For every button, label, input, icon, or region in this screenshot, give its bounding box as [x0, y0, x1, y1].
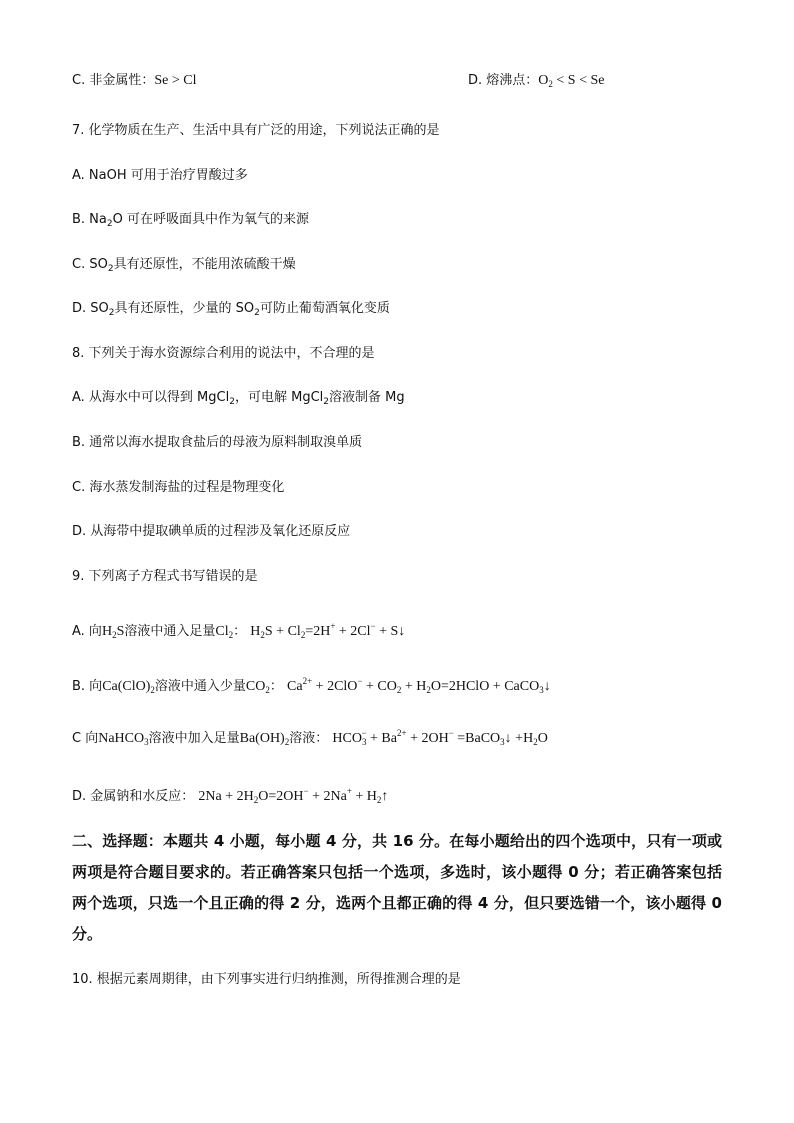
q7-option-d: D. $SO_2$具有还原性，少量的 $SO_2$可防止葡萄酒氧化变质 — [72, 301, 390, 318]
q8-option-d: D. 从海带中提取碘单质的过程涉及氧化还原反应 — [72, 524, 351, 539]
q6-option-c — [72, 72, 605, 90]
q9-option-c-equation: $HCO_3^- + Ba^{2+} + 2OH^-$ =BaCO$_3$↓ $+H_2O$ — [332, 728, 548, 747]
q6-option-c-label: C. 非金属性： — [72, 73, 155, 88]
q6-option-d-expr: $O_2 < S < Se$ — [538, 73, 605, 89]
q8-option-b: B. 通常以海水提取食盐后的母液为原料制取溴单质 — [72, 435, 363, 450]
q10-stem: 10. 根据元素周期律，由下列事实进行归纳推测，所得推测合理的是 — [72, 972, 461, 987]
q9-option-d: D. 金属钠和水反应： $2Na + 2H_2O=2OH^- + 2Na^+$ + $H_2↑$ — [72, 786, 389, 805]
q9-option-b-equation: $Ca^{2+} + 2ClO^- + CO_2$ + $H_2O=2HClO$ + CaCO$_3$↓ — [287, 676, 551, 695]
q6-option-d — [468, 72, 604, 93]
q8-stem: 8. 下列关于海水资源综合利用的说法中，不合理的是 — [72, 346, 375, 361]
q7-option-a: A. NaOH 可用于治疗胃酸过多 — [72, 168, 248, 183]
q7-stem: 7. 化学物质在生产、生活中具有广泛的用途，下列说法正确的是 — [72, 123, 440, 138]
q9-option-a-equation: $H_2S + Cl_2=2H^+ + 2Cl^-$ + S↓ — [250, 621, 406, 640]
section-2-instructions: 二、选择题：本题共 4 小题，每小题 4 分，共 16 分。在每小题给出的四个选项中，只有一项或两项是符合题目要求的。若正确答案只包括一个选项，多选时，该小题得 0 分；若正确答案包括两个选项，只选一个且正确的得 2 分，选两个且都正确的得 4 分，但只要选错一个，该小题得 0 分。 — [72, 832, 722, 943]
q7-option-b: B. $Na_2O$ 可在呼吸面具中作为氧气的来源 — [72, 212, 309, 229]
q8-option-c: C. 海水蒸发制海盐的过程是物理变化 — [72, 480, 285, 495]
q6-option-d-label: D. 熔沸点： — [468, 73, 539, 88]
q7-option-c: C. $SO_2$具有还原性，不能用浓硫酸干燥 — [72, 257, 296, 274]
q9-option-a: A. 向$H_2S$溶液中通入足量$Cl_2$： $H_2S + Cl_2=2H^+ + 2Cl^-$ + S↓ — [72, 621, 406, 640]
q9-option-b: B. 向$Ca(ClO)_2$溶液中通入少量$CO_2$： $Ca^{2+} + 2ClO^- + CO_2$ + $H_2O=2HClO$ + CaCO$_3$↓ — [72, 676, 551, 695]
q8-option-a: A. 从海水中可以得到 MgCl$_2$，可电解 MgCl$_2$溶液制备 Mg — [72, 390, 405, 407]
q9-option-d-equation: $2Na + 2H_2O=2OH^- + 2Na^+$ + $H_2↑$ — [198, 786, 389, 805]
q9-option-c: C 向NaHCO$_3$溶液中加入足量$Ba(OH)_2$溶液： $HCO_3^- + Ba^{2+} + 2OH^-$ =BaCO$_3$↓ $+H_2O$ — [72, 728, 548, 747]
q9-stem: 9. 下列离子方程式书写错误的是 — [72, 569, 258, 584]
q6-option-c-expr: Se > Cl — [154, 73, 197, 88]
